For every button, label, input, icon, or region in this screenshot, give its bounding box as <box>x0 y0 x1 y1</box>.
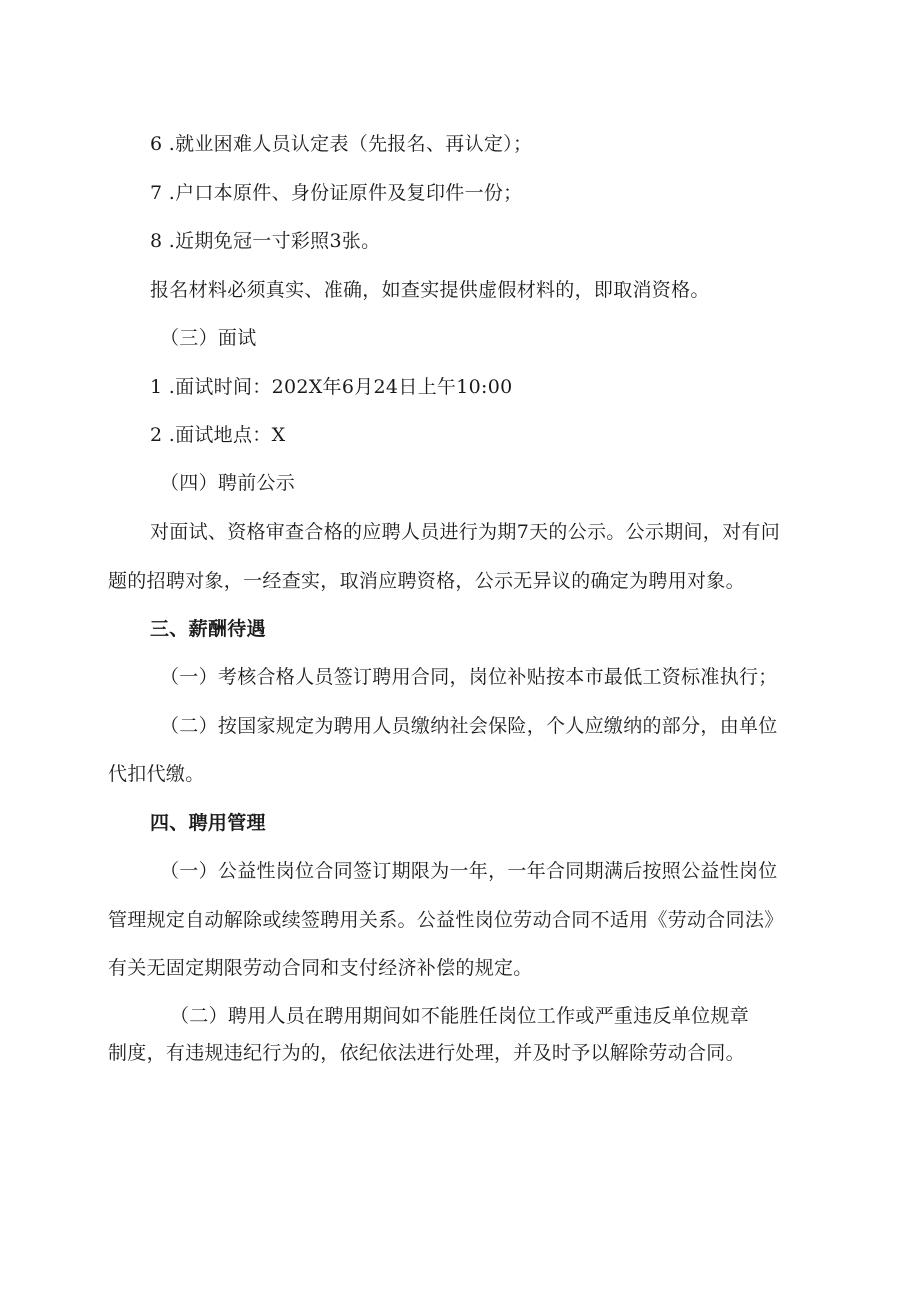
section-salary-heading: 三、薪酬待遇 <box>150 618 266 640</box>
publicity-paragraph-line-2: 题的招聘对象，一经查实，取消应聘资格，公示无异议的确定为聘用对象。 <box>108 570 745 592</box>
salary-item-1: （一）考核合格人员签订聘用合同，岗位补贴按本市最低工资标准执行； <box>160 666 778 688</box>
interview-location: 2 .面试地点：X <box>150 424 286 446</box>
salary-item-2-line-2: 代扣代缴。 <box>108 763 205 785</box>
section-publicity-heading: （四）聘前公示 <box>160 472 296 494</box>
section-interview-heading: （三）面试 <box>160 327 257 349</box>
management-item-1-line-3: 有关无固定期限劳动合同和支付经济补偿的规定。 <box>108 957 533 979</box>
management-item-1-line-2: 管理规定自动解除或续签聘用关系。公益性岗位劳动合同不适用《劳动合同法》 <box>108 909 784 931</box>
salary-item-2-line-1: （二）按国家规定为聘用人员缴纳社会保险，个人应缴纳的部分，由单位 <box>160 715 778 737</box>
item-6-line: 6 .就业困难人员认定表（先报名、再认定）； <box>150 133 533 155</box>
materials-note: 报名材料必须真实、准确，如查实提供虚假材料的，即取消资格。 <box>150 279 710 301</box>
item-8-line: 8 .近期免冠一寸彩照3张。 <box>150 230 381 252</box>
item-7-line: 7 .户口本原件、身份证原件及复印件一份； <box>150 182 523 204</box>
management-item-2-line-2: 制度，有违规违纪行为的，依纪依法进行处理，并及时予以解除劳动合同。 <box>108 1042 745 1064</box>
publicity-paragraph-line-1: 对面试、资格审查合格的应聘人员进行为期7天的公示。公示期间，对有问 <box>150 521 780 543</box>
interview-time: 1 .面试时间：202X年6月24日上午10:00 <box>150 376 513 398</box>
management-item-2-line-1: （二）聘用人员在聘用期间如不能胜任岗位工作或严重违反单位规章 <box>170 1005 750 1027</box>
management-item-1-line-1: （一）公益性岗位合同签订期限为一年，一年合同期满后按照公益性岗位 <box>160 860 778 882</box>
section-management-heading: 四、聘用管理 <box>150 812 266 834</box>
